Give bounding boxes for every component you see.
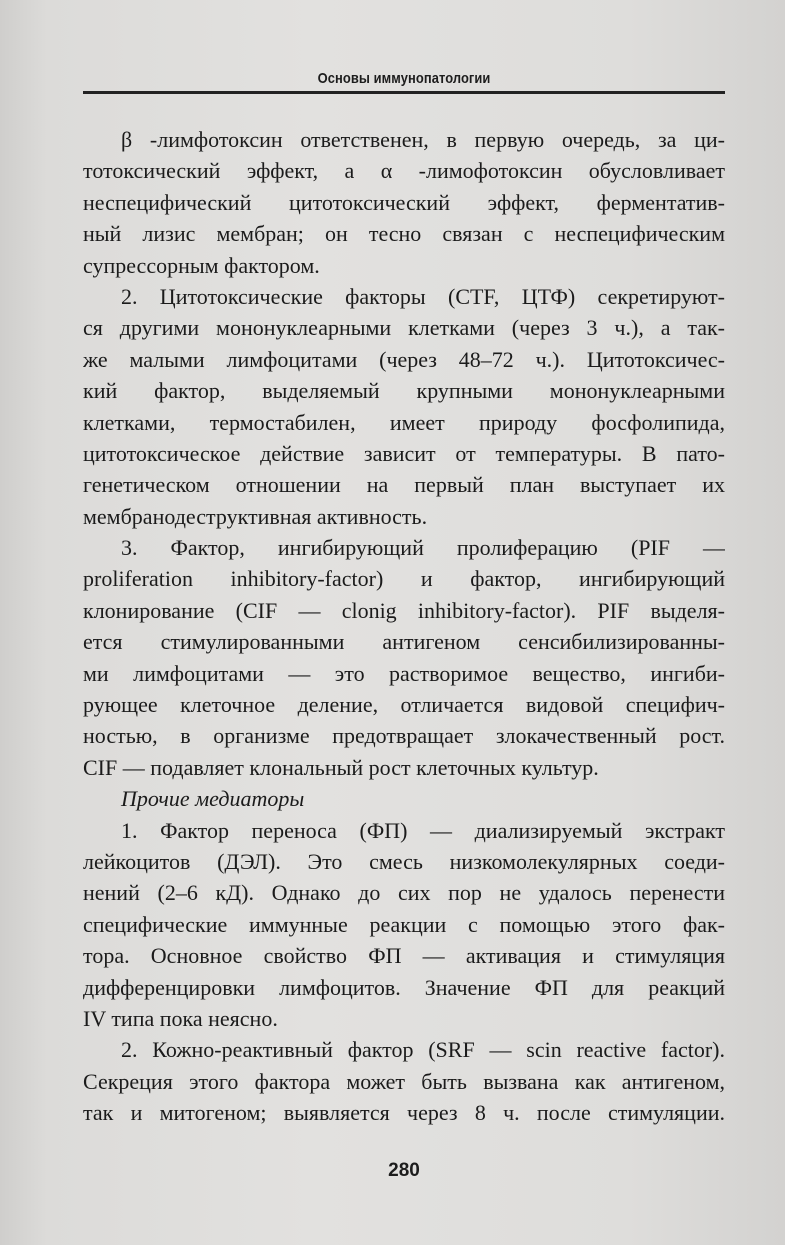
text-line: ностью, в организме предотвращает злокачественный рост. (83, 723, 725, 749)
text-line: CIF — подавляет клональный рост клеточных культур. (83, 754, 599, 780)
text-line: тора. Основное свойство ФП — активация и стимуляция (83, 943, 725, 969)
section-heading: Прочие медиаторы (121, 786, 305, 812)
text-line: ми лимфоцитами — это растворимое вещество, ингиби- (83, 660, 725, 686)
text-line: ется стимулированными антигеном сенсибилизированны- (83, 629, 725, 655)
text-line: же малыми лимфоцитами (через 48–72 ч.). Цитотоксичес- (83, 346, 725, 372)
text-line: мембранодеструктивная активность. (83, 503, 428, 529)
text-line: клонирование (CIF — clonig inhibitory-factor). PIF выделя- (83, 597, 725, 623)
text-line: 2. Цитотоксические факторы (CTF, ЦТФ) секретируют- (121, 283, 725, 309)
text-line: клетками, термостабилен, имеет природу фосфолипида, (83, 409, 725, 435)
text-line: proliferation inhibitory-factor) и фактор, ингибирующий (83, 566, 725, 592)
text-line: кий фактор, выделяемый крупными мононуклеарными (83, 378, 725, 404)
text-line: рующее клеточное деление, отличается видовой специфич- (83, 692, 725, 718)
text-line: 1. Фактор переноса (ФП) — диализируемый экстракт (121, 817, 725, 843)
text-line: супрессорным фактором. (83, 252, 320, 278)
text-line: Секреция этого фактора может быть вызвана как антигеном, (83, 1068, 725, 1094)
text-line: лейкоцитов (ДЭЛ). Это смесь низкомолекулярных соеди- (83, 848, 725, 874)
text-line: генетическом отношении на первый план выступает их (83, 472, 725, 498)
text-line: нений (2–6 кД). Однако до сих пор не удалось перенести (83, 880, 725, 906)
header-rule (83, 91, 725, 94)
body-text (83, 124, 725, 1129)
text-line: ный лизис мембран; он тесно связан с неспецифическим (83, 221, 725, 247)
text-line: так и митогеном; выявляется через 8 ч. после стимуляции. (83, 1100, 725, 1126)
page-number: 280 (388, 1160, 420, 1181)
text-line: 2. Кожно-реактивный фактор (SRF — scin reactive factor). (121, 1037, 725, 1063)
text-line: тотоксический эффект, а α -лимофотоксин обусловливает (83, 158, 725, 184)
running-title: Основы иммунопатологии (317, 70, 491, 87)
text-line: неспецифический цитотоксический эффект, ферментатив- (83, 189, 725, 215)
text-line: дифференцировки лимфоцитов. Значение ФП для реакций (83, 974, 725, 1000)
text-line: β -лимфотоксин ответственен, в первую очередь, за ци- (121, 127, 725, 152)
text-line: специфические иммунные реакции с помощью этого фак- (83, 911, 725, 937)
text-line: 3. Фактор, ингибирующий пролиферацию (PIF — (121, 535, 725, 561)
text-line: цитотоксическое действие зависит от температуры. В пато- (83, 440, 725, 466)
text-line: ся другими мононуклеарными клетками (через 3 ч.), а так- (83, 315, 725, 341)
text-line: IV типа пока неясно. (83, 1005, 278, 1031)
